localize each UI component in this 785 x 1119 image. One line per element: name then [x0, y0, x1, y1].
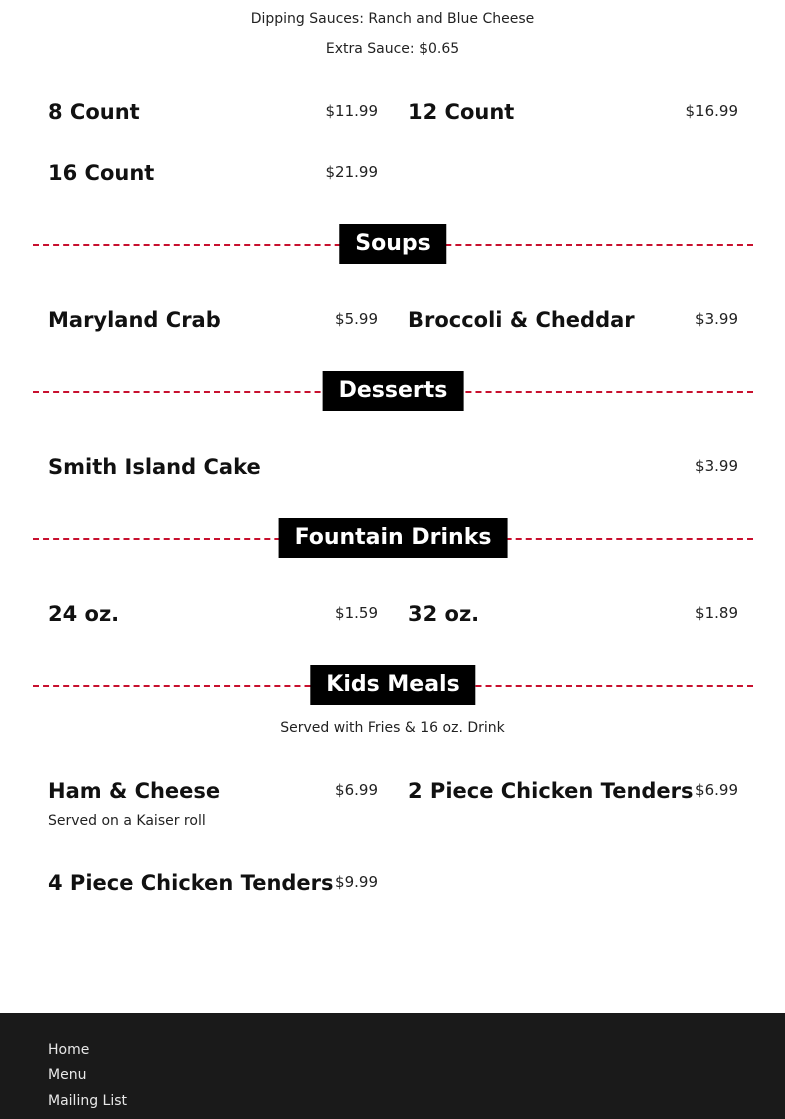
- item-price: $6.99: [335, 781, 378, 799]
- item-price: $9.99: [335, 873, 378, 891]
- section-title: Desserts: [323, 371, 464, 411]
- menu-item: [48, 871, 378, 901]
- section-title: Fountain Drinks: [279, 518, 508, 558]
- section-divider-kids-meals: [33, 665, 753, 705]
- item-description: Served on a Kaiser roll: [48, 813, 206, 829]
- item-name: 8 Count: [48, 100, 140, 124]
- menu-item: [48, 455, 738, 485]
- dipping-sauces-note: Dipping Sauces: Ranch and Blue Cheese: [250, 11, 535, 27]
- menu-item: [48, 308, 378, 338]
- section-divider-desserts: [33, 371, 753, 411]
- site-footer: [0, 1013, 785, 1119]
- section-title: Kids Meals: [310, 665, 475, 705]
- footer-link-mailing-list[interactable]: Mailing List: [48, 1093, 128, 1109]
- item-price: $6.99: [695, 781, 738, 799]
- item-name: 16 Count: [48, 161, 155, 185]
- menu-item: [48, 100, 378, 130]
- menu-item: [48, 161, 378, 191]
- item-name: 4 Piece Chicken Tenders: [48, 871, 334, 895]
- extra-sauce-note: Extra Sauce: $0.65: [325, 41, 460, 57]
- section-divider-soups: [33, 224, 753, 264]
- item-name: Broccoli & Cheddar: [408, 308, 635, 332]
- item-price: $21.99: [325, 163, 378, 181]
- menu-item: [408, 308, 738, 338]
- menu-item: [408, 100, 738, 130]
- menu-item: [408, 779, 738, 809]
- item-name: Smith Island Cake: [48, 455, 261, 479]
- item-price: $3.99: [695, 457, 738, 475]
- menu-item: [48, 779, 378, 835]
- menu-item: [408, 602, 738, 632]
- menu-item: [48, 602, 378, 632]
- section-divider-fountain-drinks: [33, 518, 753, 558]
- section-title: Soups: [339, 224, 446, 264]
- item-name: 12 Count: [408, 100, 515, 124]
- item-price: $1.59: [335, 604, 378, 622]
- item-price: $11.99: [325, 102, 378, 120]
- item-name: 32 oz.: [408, 602, 480, 626]
- item-price: $16.99: [685, 102, 738, 120]
- item-price: $1.89: [695, 604, 738, 622]
- item-name: 24 oz.: [48, 602, 120, 626]
- item-name: Ham & Cheese: [48, 779, 221, 803]
- item-price: $5.99: [335, 310, 378, 328]
- footer-link-menu[interactable]: Menu: [48, 1067, 87, 1083]
- footer-link-home[interactable]: Home: [48, 1042, 90, 1058]
- item-name: Maryland Crab: [48, 308, 221, 332]
- item-name: 2 Piece Chicken Tenders: [408, 779, 694, 803]
- kids-meals-note: Served with Fries & 16 oz. Drink: [280, 720, 505, 736]
- item-price: $3.99: [695, 310, 738, 328]
